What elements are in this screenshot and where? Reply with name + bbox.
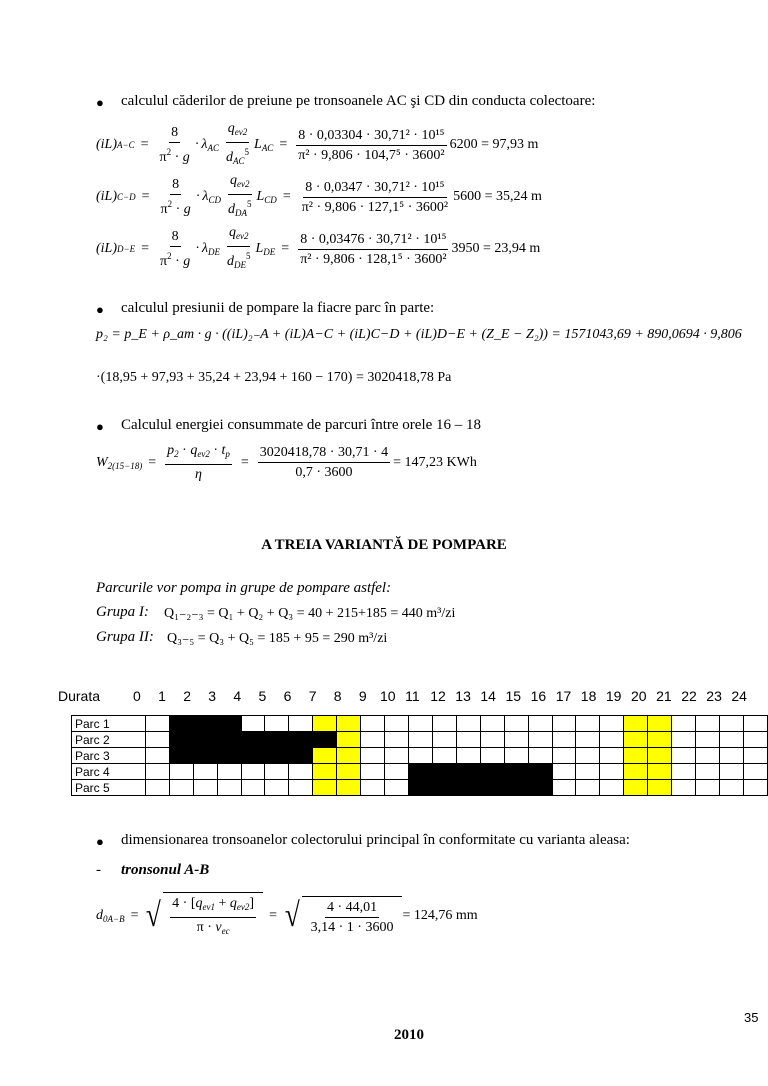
hour-label-7: 7	[308, 688, 317, 704]
schedule-cell	[743, 716, 767, 732]
schedule-cell	[265, 748, 289, 764]
eq-ac-lhs: (iL)	[96, 137, 117, 152]
schedule-cell	[504, 764, 528, 780]
eq-ac-lhs-sub: A−C	[117, 140, 135, 150]
diameter-equation: $d_{0A-B}$ = √ $\frac{4 \cdot [q_{ev1} + q_{ev2}]}{\pi \cdot v_{ec}}$ = √ $\frac{4 \cdot 44,01}{3,14 \cdot 1 \cdot 3600}$ = 124,76 mm	[96, 892, 478, 940]
eq-cd-den: π² · 9,806 · 127,1⁵ · 3600²	[301, 199, 449, 215]
schedule-cell	[145, 748, 169, 764]
schedule-cell	[289, 748, 313, 764]
group1-label: Grupa I:	[96, 604, 149, 620]
hour-label-8: 8	[333, 688, 342, 704]
schedule-cell	[480, 764, 504, 780]
schedule-cell	[193, 748, 217, 764]
schedule-cell	[504, 716, 528, 732]
equation-ac: (iL) A−C = $\frac{8}{\pi^2 \cdot g}$ · $\lambda_{AC}$ $\frac{q_{ev2}}{d_{AC}^5}$ $L_{AC}$ = $\frac{\text{8 · 0,03304 · 30,71² · 10¹⁵}}{\text{π² · 9,806 · 104,7⁵ · 3600²}}$ 6200 = 97,93 m	[96, 121, 539, 166]
hour-label-19: 19	[605, 688, 622, 704]
schedule-cell	[743, 764, 767, 780]
schedule-cell	[217, 764, 241, 780]
schedule-cell	[169, 716, 193, 732]
schedule-cell	[600, 716, 624, 732]
hour-label-17: 17	[555, 688, 572, 704]
schedule-cell	[432, 780, 456, 796]
schedule-cell	[672, 732, 696, 748]
footer-year: 2010	[394, 1027, 424, 1043]
schedule-cell	[624, 732, 648, 748]
schedule-cell	[337, 748, 361, 764]
schedule-cell	[169, 732, 193, 748]
schedule-cell	[265, 732, 289, 748]
hour-label-13: 13	[455, 688, 471, 704]
schedule-cell	[289, 780, 313, 796]
park-label: Parc 1	[72, 716, 146, 732]
schedule-cell	[672, 764, 696, 780]
energy-num: 3020418,78 · 30,71 · 4	[258, 444, 390, 463]
schedule-cell	[720, 780, 744, 796]
schedule-cell	[528, 748, 552, 764]
schedule-cell	[193, 780, 217, 796]
schedule-row	[72, 748, 768, 764]
schedule-cell	[576, 716, 600, 732]
schedule-cell	[648, 780, 672, 796]
schedule-cell	[624, 780, 648, 796]
park-label: Parc 3	[72, 748, 146, 764]
eq-cd-lhs-sub: C−D	[117, 192, 136, 202]
schedule-cell	[504, 732, 528, 748]
schedule-cell	[361, 732, 385, 748]
schedule-cell	[600, 748, 624, 764]
schedule-cell	[648, 732, 672, 748]
schedule-cell	[409, 764, 433, 780]
schedule-cell	[361, 764, 385, 780]
schedule-cell	[313, 716, 337, 732]
schedule-cell	[145, 732, 169, 748]
bullet-icon: ●	[96, 302, 104, 317]
pumping-schedule-table	[71, 715, 768, 796]
schedule-cell	[552, 748, 576, 764]
schedule-cell	[337, 732, 361, 748]
schedule-cell	[337, 716, 361, 732]
schedule-cell	[720, 716, 744, 732]
hour-label-2: 2	[183, 688, 191, 704]
hour-label-6: 6	[283, 688, 292, 704]
schedule-cell	[432, 732, 456, 748]
schedule-cell	[217, 748, 241, 764]
eq-de-den: π² · 9,806 · 128,1⁵ · 3600²	[300, 251, 447, 267]
schedule-cell	[624, 748, 648, 764]
schedule-cell	[432, 748, 456, 764]
schedule-cell	[313, 748, 337, 764]
pressure-equation-line2: ·(18,95 + 97,93 + 35,24 + 23,94 + 160 − 170) = 3020418,78 Pa	[96, 370, 452, 385]
schedule-cell	[169, 780, 193, 796]
hour-label-22: 22	[681, 688, 697, 704]
schedule-cell	[552, 764, 576, 780]
schedule-cell	[432, 716, 456, 732]
schedule-cell	[576, 748, 600, 764]
schedule-cell	[743, 748, 767, 764]
hour-label-1: 1	[158, 688, 166, 704]
schedule-cell	[361, 748, 385, 764]
eq-ac-result: 6200 = 97,93 m	[449, 137, 539, 152]
schedule-cell	[480, 716, 504, 732]
schedule-cell	[456, 780, 480, 796]
schedule-cell	[361, 780, 385, 796]
schedule-cell	[217, 732, 241, 748]
schedule-cell	[696, 764, 720, 780]
energy-equation: $W_{2(15-18)}$ = $\frac{p_2 \cdot q_{ev2} \cdot t_p}{\eta}$ = $\frac{3020418,78 \cdot 30,71 \cdot 4}{0,7 \cdot 3600}$ = 147,23 KWh	[96, 443, 477, 482]
schedule-cell	[289, 764, 313, 780]
schedule-cell	[552, 732, 576, 748]
hour-label-11: 11	[405, 688, 420, 704]
bullet-icon: ●	[96, 95, 104, 110]
duration-label: Durata	[58, 688, 101, 704]
schedule-cell	[409, 748, 433, 764]
equation-cd: (iL) C−D = $\frac{8}{\pi^2 \cdot g}$ · $\lambda_{CD}$ $\frac{q_{ev2}}{d_{DA}^5}$ $L_{CD}$ = $\frac{\text{8 · 0,0347 · 30,71² · 10¹⁵}}{\text{π² · 9,806 · 127,1⁵ · 3600²}}$ 5600 = 35,24 m	[96, 173, 542, 218]
schedule-row	[72, 716, 768, 732]
schedule-cell	[456, 716, 480, 732]
schedule-cell	[145, 764, 169, 780]
diam-num: 4 · 44,01	[325, 899, 379, 918]
schedule-cell	[720, 748, 744, 764]
schedule-cell	[217, 716, 241, 732]
hour-label-4: 4	[233, 688, 242, 704]
schedule-cell	[385, 716, 409, 732]
schedule-cell	[600, 732, 624, 748]
schedule-cell	[265, 780, 289, 796]
schedule-cell	[265, 764, 289, 780]
hour-label-0: 0	[133, 688, 141, 704]
equation-de: (iL) D−E = $\frac{8}{\pi^2 \cdot g}$ · $\lambda_{DE}$ $\frac{q_{ev2}}{d_{DE}^5}$ $L_{DE}$ = $\frac{\text{8 · 0,03476 · 30,71² · 10¹⁵}}{\text{π² · 9,806 · 128,1⁵ · 3600²}}$ 3950 = 23,94 m	[96, 225, 541, 270]
schedule-cell	[480, 732, 504, 748]
schedule-cell	[241, 716, 265, 732]
schedule-cell	[600, 764, 624, 780]
hour-label-12: 12	[430, 688, 446, 704]
schedule-cell	[743, 732, 767, 748]
segment-ab-label: tronsonul A-B	[121, 862, 210, 878]
schedule-cell	[313, 780, 337, 796]
diam-result: = 124,76 mm	[402, 908, 478, 923]
diam-den: 3,14 · 1 · 3600	[310, 920, 394, 935]
schedule-cell	[696, 732, 720, 748]
schedule-cell	[720, 764, 744, 780]
energy-den: 0,7 · 3600	[295, 465, 353, 480]
eq-ac-num: 8 · 0,03304 · 30,71² · 10¹⁵	[296, 127, 446, 146]
hour-label-23: 23	[706, 688, 722, 704]
eq-de-num: 8 · 0,03476 · 30,71² · 10¹⁵	[298, 231, 448, 250]
schedule-cell	[169, 748, 193, 764]
schedule-cell	[672, 748, 696, 764]
group2-equation: Q₃₋₅ = Q₃ + Q₅ = 185 + 95 = 290 m³/zi	[167, 631, 388, 646]
groups-intro: Parcurile vor pompa in grupe de pompare astfel:	[96, 580, 392, 596]
schedule-cell	[241, 732, 265, 748]
schedule-cell	[241, 764, 265, 780]
park-label: Parc 2	[72, 732, 146, 748]
schedule-cell	[720, 732, 744, 748]
schedule-cell	[648, 716, 672, 732]
schedule-cell	[241, 748, 265, 764]
group1-equation: Q₁₋₂₋₃ = Q₁ + Q₂ + Q₃ = 40 + 215+185 = 440 m³/zi	[164, 606, 456, 621]
hour-label-5: 5	[258, 688, 267, 704]
schedule-cell	[576, 732, 600, 748]
schedule-cell	[624, 716, 648, 732]
schedule-cell	[672, 780, 696, 796]
schedule-cell	[480, 780, 504, 796]
hour-label-10: 10	[380, 688, 396, 704]
section-heading: A TREIA VARIANTĂ DE POMPARE	[261, 537, 507, 553]
schedule-cell	[624, 764, 648, 780]
schedule-cell	[696, 716, 720, 732]
page-number: 35	[744, 1010, 759, 1025]
energy-result: = 147,23 KWh	[393, 454, 477, 470]
schedule-cell	[409, 716, 433, 732]
bullet-icon: ●	[96, 834, 104, 849]
schedule-cell	[672, 716, 696, 732]
schedule-cell	[552, 716, 576, 732]
schedule-cell	[600, 780, 624, 796]
schedule-cell	[289, 716, 313, 732]
schedule-cell	[385, 748, 409, 764]
schedule-cell	[743, 780, 767, 796]
hour-label-15: 15	[505, 688, 522, 704]
schedule-cell	[696, 780, 720, 796]
schedule-cell	[409, 732, 433, 748]
schedule-cell	[696, 748, 720, 764]
park-label: Parc 4	[72, 764, 146, 780]
hour-label-18: 18	[580, 688, 597, 704]
schedule-cell	[456, 764, 480, 780]
schedule-cell	[552, 780, 576, 796]
schedule-cell	[217, 780, 241, 796]
schedule-row	[72, 764, 768, 780]
schedule-cell	[385, 732, 409, 748]
schedule-cell	[528, 732, 552, 748]
schedule-cell	[289, 732, 313, 748]
schedule-cell	[480, 748, 504, 764]
hour-label-14: 14	[480, 688, 496, 704]
pressure-equation-line1: p₂ = p_E + ρ_am · g · ((iL)₂₋A + (iL)A−C + (iL)C−D + (iL)D−E + (Z_E − Z₂)) = 1571043,69 + 890,0694 · 9,806	[96, 327, 742, 342]
schedule-cell	[504, 780, 528, 796]
eq-de-result: 3950 = 23,94 m	[451, 241, 541, 256]
schedule-cell	[576, 764, 600, 780]
schedule-cell	[648, 764, 672, 780]
schedule-cell	[241, 780, 265, 796]
schedule-cell	[456, 748, 480, 764]
dash-mark: -	[96, 862, 101, 878]
schedule-cell	[385, 764, 409, 780]
schedule-cell	[145, 716, 169, 732]
schedule-cell	[648, 748, 672, 764]
schedule-cell	[193, 732, 217, 748]
schedule-cell	[313, 732, 337, 748]
schedule-cell	[576, 780, 600, 796]
schedule-cell	[361, 716, 385, 732]
schedule-cell	[169, 764, 193, 780]
schedule-cell	[528, 716, 552, 732]
schedule-cell	[193, 764, 217, 780]
bullet-icon: ●	[96, 419, 104, 434]
schedule-cell	[193, 716, 217, 732]
hour-label-21: 21	[656, 688, 672, 704]
hour-label-9: 9	[358, 688, 367, 704]
schedule-row	[72, 780, 768, 796]
hour-label-3: 3	[208, 688, 217, 704]
schedule-cell	[504, 748, 528, 764]
hour-label-16: 16	[530, 688, 547, 704]
schedule-cell	[265, 716, 289, 732]
schedule-cell	[528, 780, 552, 796]
park-label: Parc 5	[72, 780, 146, 796]
schedule-cell	[456, 732, 480, 748]
bullet-text-1: calculul căderilor de preiune pe tronsoanele AC şi CD din conducta colectoare:	[121, 93, 596, 109]
schedule-hours-header	[0, 688, 768, 706]
bullet-text-4: dimensionarea tronsoanelor colectorului principal în conformitate cu varianta aleasa:	[121, 832, 630, 848]
schedule-cell	[337, 780, 361, 796]
schedule-cell	[313, 764, 337, 780]
schedule-cell	[385, 780, 409, 796]
eq-cd-result: 5600 = 35,24 m	[453, 189, 542, 204]
schedule-cell	[432, 764, 456, 780]
schedule-cell	[145, 780, 169, 796]
hour-label-24: 24	[731, 688, 747, 704]
schedule-cell	[337, 764, 361, 780]
hour-label-20: 20	[631, 688, 647, 704]
eq-ac-den: π² · 9,806 · 104,7⁵ · 3600²	[298, 147, 445, 163]
group2-label: Grupa II:	[96, 629, 154, 645]
bullet-text-2: calculul presiunii de pompare la fiacre parc în parte:	[121, 300, 435, 316]
schedule-cell	[409, 780, 433, 796]
schedule-row	[72, 732, 768, 748]
bullet-text-3: Calculul energiei consummate de parcuri între orele 16 – 18	[121, 417, 482, 433]
schedule-cell	[528, 764, 552, 780]
eq-de-lhs-sub: D−E	[117, 244, 136, 254]
eq-cd-num: 8 · 0,0347 · 30,71² · 10¹⁵	[303, 179, 446, 198]
